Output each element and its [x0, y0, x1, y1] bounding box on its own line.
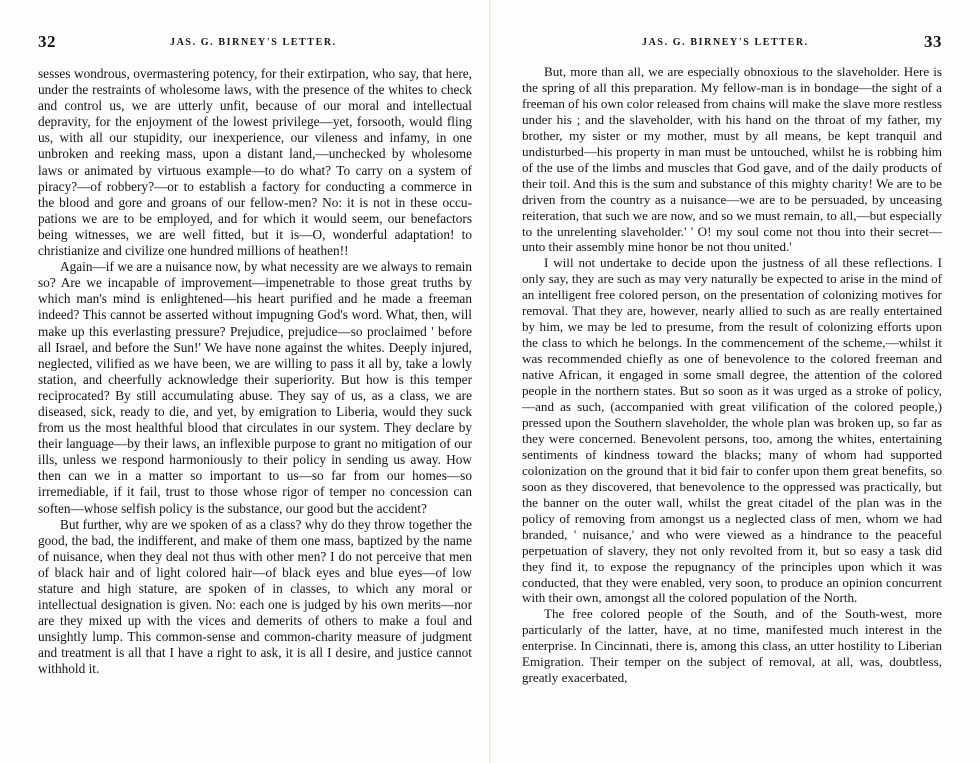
right-page-text — [522, 64, 942, 686]
right-running-title: JAS. G. BIRNEY'S LETTER. — [642, 37, 809, 48]
left-paragraph-1: sesses wondrous, overmastering potency, for their extirpation, who say, that here, under the restraints of wholesome laws, with the presence of the whites to check and control us, we are utterly unfit, because of our moral and intellectual depravity, for the enjoyment of the lowest privilege—yet, forsooth, would fling us, with all our stupidity, our inexperience, our vileness and infamy, in one unbroken and reeking mass, upon a distant land,—unchecked by wholesome laws or animated by virtuous example—to do what? To carry on a system of piracy?—of robbery?—or to establish a factory for conducting a commerce in the blood and gore and groans of our fellow-men? No: it is not in these occupations we are to be employed, and for which it would seem, our benefactors being witnesses, we are well fitted, but it is—O, wonderful adaptation! to christianize and civilize one hundred millions of heathen!! — [38, 66, 472, 259]
left-page-text — [38, 66, 472, 678]
left-page — [38, 0, 472, 763]
right-paragraph-2: I will not undertake to decide upon the justness of all these reflections. I only say, they are such as may very naturally be expected to arise in the mind of an intelligent free colored person, on the presentation of colonizing motives for removal. That they are, however, nearly allied to such as are really entertained by him, we may be led to presume, from the result of colonizing efforts upon the class to which he belongs. In the commencement of the scheme,—whilst it was recommended chiefly as one of benevolence to the colored freeman and native African, it engaged in some small degree, the attention of the colored people in the northern states. But so soon as it was urged as a stroke of policy,—and as such, (accompanied with great vilification of the colored people,) pressed upon the Southern slaveholder, the whole plan was broken up, so far as they were concerned. Benevolent persons, too, among the whites, entertaining sentiments of kindness toward the blacks; many of whom had supported colonization on the ground that it bid fair to confer upon them great benefits, so soon as they discovered, that benevolence to the oppressed was practically, but the banner on the outer wall, whilst the great citadel of the plan was in the policy of removing from amongst us a neglected class of men, whom we had branded, ' nuisance,' and who were viewed as a hindrance to the peaceful perpetuation of slavery, they not only revolted from it, but so easy a task did they find it, to expose the repugnancy of the principles upon which it was conducted, that they were enabled, very soon, to produce an opinion concurrent with their own, amongst all the colored population of the North. — [522, 255, 942, 606]
right-page — [522, 0, 942, 763]
right-running-head — [522, 32, 942, 54]
left-running-head — [38, 32, 472, 54]
left-running-title: JAS. G. BIRNEY'S LETTER. — [170, 37, 337, 48]
left-paragraph-2: Again—if we are a nuisance now, by what necessity are we always to remain so? Are we incapable of improvement—impenetrable to those great truths by which man's mind is enlightened—his heart purified and he made a freeman indeed? This cannot be asserted without impugning God's word. What, then, will make up this everlasting pressure? Prejudice, prejudice—so proclaimed ' before all Israel, and before the Sun!' We have none against the whites. Deeply injured, neglected, vilified as we have been, we are willing to pass it all by, take a lowly station, and cheerfully acknowledge their superiority. But how is this temper reciprocated? By still accumulating abuse. They say of us, as a class, we are diseased, sick, ready to die, and yet, by emigration to Liberia, would they suck from us the most healthful blood that circulates in our system. They declare by their language—by their laws, an inflexible purpose to grant no mitigation of our ills, unless we respond harmoniously to their policy in sending us away. How then can we in a matter so important to us—so far from our homes—so irremediable, if it fail, trust to those whose rigor of temper no concession can soften—whose selfish policy is the substance, our good but the accident? — [38, 259, 472, 516]
left-page-number: 32 — [38, 32, 56, 51]
left-paragraph-3: But further, why are we spoken of as a class? why do they throw together the good, the bad, the indifferent, and make of them one mass, baptized by the name of nuisance, when they deal not thus with other men? I do not perceive that men of black hair and of light colored hair—of black eyes and blue eyes—of low stature and high stature, are spoken of in classes, to which any moral or intellectual designation is given. No: each one is judged by his own merits—nor are they mixed up with the vices and demerits of others to make a foul and unsightly lump. This common-sense and common-charity measure of judgment and treatment is all that I have a right to ask, it is all I desire, and justice cannot withhold it. — [38, 516, 472, 677]
right-paragraph-3: The free colored people of the South, and of the South-west, more particularly of the latter, have, at no time, manifested much interest in the enterprise. In Cincinnati, there is, among this class, an utter hostility to Liberian Emigration. Their temper on the subject of removal, at all, was, doubtless, greatly exacerbated, — [522, 606, 942, 686]
right-paragraph-1: But, more than all, we are especially obnoxious to the slaveholder. Here is the spring of all this preparation. My fellow-man is in bondage—the sight of a freeman of his own color released from chains will make the slave more restless under his ; and the slaveholder, with his hand on the throat of my father, my brother, my sister or my mother, must by all means, be kept tranquil and undisturbed—his property in man must be untouched, whilst he is robbing him of the use of the limbs and muscles that God gave, and of the daily products of their toil. And this is the sum and substance of this mighty charity! We are to be driven from the country as a nuisance—we are to be persuaded, by unceasing reiteration, that such we are now, and so we must remain, to all,—but especially to the unrelenting slaveholder.' ' O! my soul come not thou into their secret—unto their assembly mine honor be not thou united.' — [522, 64, 942, 255]
right-page-number: 33 — [924, 32, 942, 51]
page-gutter — [489, 0, 491, 763]
